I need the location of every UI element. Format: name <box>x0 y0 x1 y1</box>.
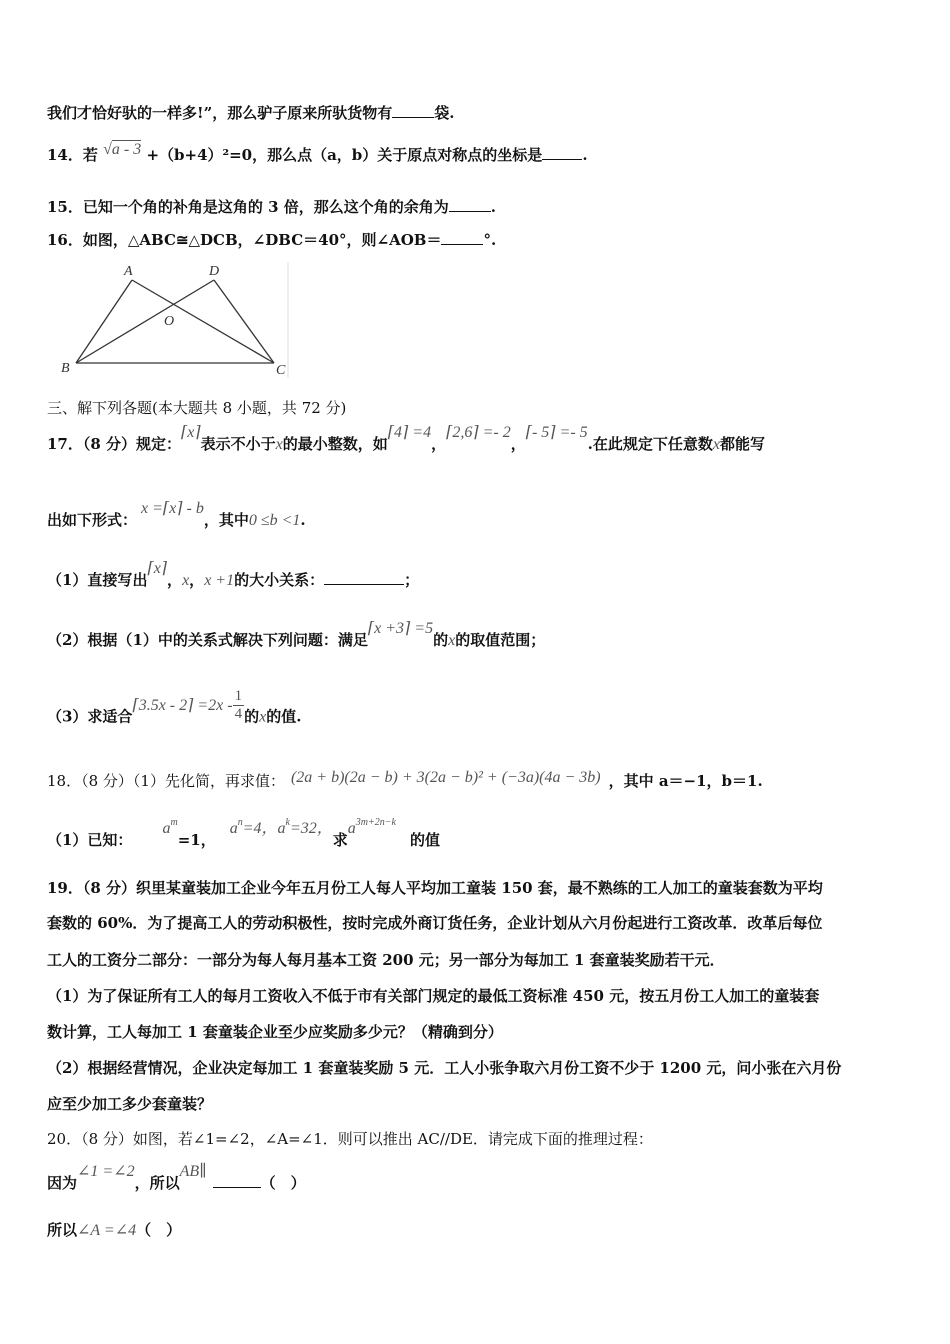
text: 18．（8 分）（1）先化简，再求值： <box>47 772 285 790</box>
answer-blank <box>542 145 582 160</box>
question-19-line-7 <box>47 1094 212 1114</box>
text: 的 <box>244 707 260 726</box>
fraction-one-quarter <box>233 688 245 723</box>
angle-equality: ∠A =∠4 <box>77 1222 137 1239</box>
exponent-combined: 3m+2n−k <box>355 817 396 828</box>
question-17-part-3 <box>47 688 302 735</box>
text: （1）已知： <box>47 831 133 849</box>
base-a: a <box>162 820 171 837</box>
sqrt-radicand: a - 3 <box>111 141 142 158</box>
label-o: O <box>164 314 175 329</box>
exponent-n: n <box>237 817 243 828</box>
text: （1）为了保证所有工人的每月工资收入不低于市有关部门规定的最低工资标准 450 元，按五月份工人加工的童装套 <box>47 987 820 1005</box>
text: 的取值范围； <box>455 631 546 649</box>
text: 表示不小于 <box>200 435 276 453</box>
polynomial-expression: (2a + b)(2a − b) + 3(2a − b)² + (−3a)(4a − 3b) <box>290 769 601 786</box>
segment-ab <box>76 280 132 363</box>
parallel-statement: AB∥ <box>179 1163 207 1180</box>
base-a: a <box>347 820 356 837</box>
answer-blank <box>324 570 404 585</box>
form-expression: x =⌈x⌉ - b <box>141 500 204 517</box>
text: （2）根据经营情况，企业决定每加工 1 套童装奖励 5 元．工人小张争取六月份工资不少于 1200 元，问小张在六月份 <box>47 1059 842 1077</box>
question-19-line-3 <box>47 950 725 970</box>
question-19-line-5 <box>47 1022 503 1042</box>
text: 工人的工资分二部分：一部分为每人每月基本工资 200 元；另一部分为每加工 1 套童装奖励若干元． <box>47 951 725 969</box>
text: 17．（8 分）规定： <box>47 435 182 453</box>
label-b: B <box>61 361 70 376</box>
text: 15．已知一个角的补角是这角的 3 倍，那么这个角的余角为 <box>47 198 449 216</box>
answer-blank <box>213 1173 261 1188</box>
segment-ac <box>132 280 274 363</box>
question-17 <box>47 424 765 455</box>
numerator: 1 <box>234 688 243 704</box>
text: +（b+4）²=0，那么点（a，b）关于原点对称点的坐标是 <box>146 146 543 164</box>
text: 我们才恰好驮的一样多!”，那么驴子原来所驮货物有 <box>47 104 393 122</box>
segment-bd <box>76 280 214 363</box>
reason-blank: （ ） <box>136 1221 182 1239</box>
var-x: x <box>275 436 283 453</box>
line-q13-tail <box>47 103 454 123</box>
text: ，其中 a＝−1，b＝1. <box>608 772 763 790</box>
label-a: A <box>124 264 133 279</box>
question-17-part-2 <box>47 620 546 651</box>
text: . <box>490 198 496 216</box>
segment-dc <box>214 280 274 363</box>
denominator: 4 <box>234 706 243 722</box>
exponent-m: m <box>170 817 178 828</box>
range-b: 0 ≤b <1 <box>248 512 301 529</box>
text: °. <box>483 231 497 249</box>
question-20 <box>47 1129 653 1149</box>
text: 19．（8 分）织里某童装加工企业今年五月份工人每人平均加工童装 150 套，最不熟练的工人加工的童装套数为平均 <box>47 879 823 897</box>
text: 的值 <box>409 831 440 849</box>
question-16 <box>47 230 496 250</box>
text: ， <box>167 571 183 589</box>
text: （2）根据（1）中的关系式解决下列问题：满足 <box>47 631 368 649</box>
text: 套数的 60%．为了提高工人的劳动积极性，按时完成外商订货任务，企业计划从六月份起进行工资改革．改革后每位 <box>47 914 823 932</box>
reason-blank: （ ） <box>260 1174 306 1192</box>
triangle-figure <box>56 260 296 380</box>
angle-equality: ∠1 =∠2 <box>77 1163 135 1180</box>
question-19-line-4 <box>47 986 819 1006</box>
value: =32， <box>289 820 333 837</box>
question-18-part-2 <box>47 817 440 853</box>
var-x: x <box>259 708 267 726</box>
answer-blank <box>392 103 434 118</box>
question-17-part-1 <box>47 560 420 591</box>
text: .在此规定下任意数 <box>587 435 713 453</box>
text: ，所以 <box>134 1174 180 1192</box>
var-x: x <box>712 436 720 453</box>
text: 的值. <box>266 707 302 726</box>
sqrt-expression: √a - 3 <box>103 141 142 158</box>
text: 求 <box>332 831 348 849</box>
condition-expression: ⌈x +3⌉ =5 <box>367 620 434 637</box>
text: （3）求适合 <box>47 707 133 726</box>
text: 因为 <box>47 1174 78 1192</box>
value: =4， <box>242 820 278 837</box>
text: ； <box>404 571 420 589</box>
text: 16．如图，△ABC≅△DCB，∠DBC＝40°，则∠AOB＝ <box>47 231 442 249</box>
var-x: x <box>448 632 456 649</box>
ceil-x: ⌈x⌉ <box>181 424 201 441</box>
text: ，其中 <box>203 511 249 529</box>
question-20-step-2 <box>47 1220 181 1241</box>
text: 的 <box>433 631 449 649</box>
text: 14．若 <box>47 146 98 164</box>
text: . <box>582 146 588 164</box>
text: 的大小关系： <box>234 571 325 589</box>
text: 所以 <box>47 1221 78 1239</box>
text: 应至少加工多少套童装？ <box>47 1095 213 1113</box>
text: ， <box>189 571 205 589</box>
answer-blank <box>441 230 483 245</box>
question-18 <box>47 771 763 792</box>
text: 出如下形式： <box>47 511 138 529</box>
answer-blank <box>449 197 491 212</box>
label-d: D <box>209 264 220 279</box>
text: 数计算，工人每加工 1 套童装企业至少应奖励多少元？（精确到分） <box>47 1023 503 1041</box>
exponent-k: k <box>285 817 290 828</box>
x-plus-1: x +1 <box>204 572 235 589</box>
base-a: a <box>229 820 238 837</box>
question-19-line-1 <box>47 878 823 898</box>
example-3: ⌈- 5⌉ =- 5 <box>525 424 588 441</box>
label-c: C <box>276 363 286 378</box>
question-17-form <box>47 500 306 531</box>
question-20-step-1 <box>47 1163 306 1194</box>
question-19-line-6 <box>47 1058 841 1078</box>
section-3-heading <box>47 398 346 418</box>
text: ， <box>510 435 526 453</box>
equation-expression: ⌈3.5x - 2⌉ =2x - <box>132 696 233 714</box>
example-1: ⌈4⌉ =4 <box>387 424 432 441</box>
text: （1）直接写出 <box>47 571 148 589</box>
base-a: a <box>277 820 286 837</box>
question-14 <box>47 141 588 166</box>
text: =1， <box>177 831 216 849</box>
text: ， <box>431 435 447 453</box>
var-x: x <box>182 572 190 589</box>
text: 20．（8 分）如图，若∠1=∠2，∠A=∠1．则可以推出 AC//DE．请完成下面的推理过程： <box>47 1130 653 1148</box>
example-2: ⌈2,6⌉ =- 2 <box>446 424 511 441</box>
text: 都能写 <box>719 435 765 453</box>
text: 的最小整数，如 <box>282 435 388 453</box>
text: 袋. <box>434 104 455 122</box>
text: . <box>300 511 306 529</box>
ceil-x: ⌈x⌉ <box>147 560 168 577</box>
text: 三、解下列各题(本大题共 8 小题，共 72 分) <box>47 399 347 417</box>
question-19-line-2 <box>47 913 822 933</box>
question-15 <box>47 197 496 217</box>
